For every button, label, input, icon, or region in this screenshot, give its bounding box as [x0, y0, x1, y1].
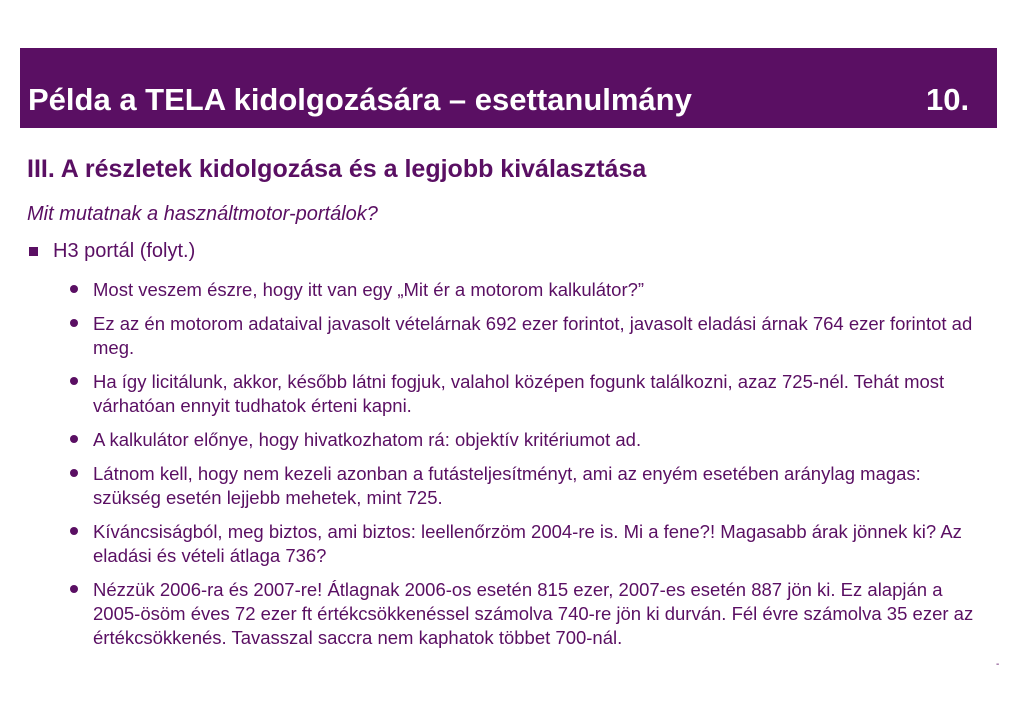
list-item [70, 370, 985, 418]
corner-mark-top: - [993, 121, 997, 132]
bullet-text: A kalkulátor előnye, hogy hivatkozhatom rá: objektív kritériumot ad. [93, 429, 642, 450]
dot-bullet-icon [70, 377, 78, 385]
list-item [70, 520, 985, 568]
slide-number: 10. [926, 82, 970, 117]
dot-bullet-icon [70, 435, 78, 443]
bullet-text: Nézzük 2006-ra és 2007-re! Átlagnak 2006-os esetén 815 ezer, 2007-es esetén 887 jön ki. Ez alapján a 2005-ösöm éves 72 ezer ft értékcsökkenéssel számolva 740-re jön ki durván. Fél évre számolva 35 ezer az értékcsökkenés. Tavasszal saccra nem kaphatok többet 700-nál. [93, 579, 974, 648]
list-item [70, 578, 985, 650]
bullet-text: Látnom kell, hogy nem kezeli azonban a futásteljesítményt, ami az enyém esetében aránylag magas: szükség esetén lejjebb mehetek, mint 725. [93, 463, 921, 508]
list-item [70, 312, 985, 360]
dot-bullet-icon [70, 469, 78, 477]
title-bar [20, 48, 997, 128]
dot-bullet-icon [70, 319, 78, 327]
list-item [70, 428, 985, 452]
corner-mark-bottom: - [996, 659, 1000, 670]
dot-bullet-icon [70, 585, 78, 593]
square-bullet-icon [29, 247, 38, 256]
level1-list-item [29, 240, 195, 263]
bullet-list [70, 278, 985, 660]
list-item [70, 462, 985, 510]
level1-item-label: H3 portál (folyt.) [53, 240, 196, 262]
dot-bullet-icon [70, 285, 78, 293]
bullet-text: Ha így licitálunk, akkor, később látni fogjuk, valahol középen fogunk találkozni, azaz 725-nél. Tehát most várhatóan ennyit tudhatok érteni kapni. [93, 371, 945, 416]
section-subheading: Mit mutatnak a használtmotor-portálok? [27, 203, 378, 225]
slide-title: Példa a TELA kidolgozására – esettanulmány [28, 82, 692, 117]
dot-bullet-icon [70, 527, 78, 535]
section-heading: III. A részletek kidolgozása és a legjobb kiválasztása [27, 155, 647, 183]
bullet-text: Kíváncsiságból, meg biztos, ami biztos: leellenőrzöm 2004-re is. Mi a fene?! Magasabb árak jönnek ki? Az eladási és vételi átlaga 736? [93, 521, 962, 566]
list-item [70, 278, 985, 302]
bullet-text: Ez az én motorom adataival javasolt vételárnak 692 ezer forintot, javasolt eladási árnak 764 ezer forintot ad meg. [93, 313, 973, 358]
bullet-text: Most veszem észre, hogy itt van egy „Mit ér a motorom kalkulátor?” [93, 279, 645, 300]
